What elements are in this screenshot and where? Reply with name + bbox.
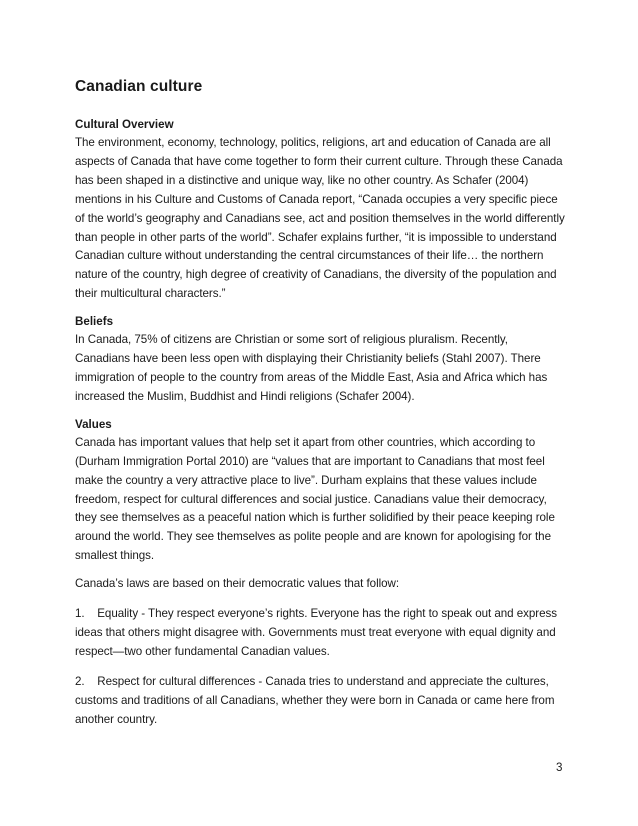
section-paragraph: The environment, economy, technology, politics, religions, art and education of Canada are all aspects of Canada that have come together to form their current culture. Through these Canada has been shaped in a distinctive and unique way, like no other country. As Schafer (2004) mentions in his Culture and Customs of Canada report, “Canada occupies a very specific piece of the world’s geography and Canadians see, act and position themselves in the world differently than people in other parts of the world”. Schafer explains further, “it is impossible to understand Canadian culture without understanding the central circumstances of their life… the northern nature of the country, high degree of creativity of Canadians, the diversity of the population and their multicultural characters.”	[75, 136, 565, 301]
list-item	[75, 605, 565, 662]
list-item-text: 2. Respect for cultural differences - Canada tries to understand and appreciate the cultures, customs and traditions of all Canadians, whether they were born in Canada or came here from another country.	[75, 674, 558, 726]
section-cultural-overview	[75, 116, 565, 304]
section-heading: Values	[75, 417, 112, 431]
section-heading: Cultural Overview	[75, 118, 174, 131]
section-paragraph: In Canada, 75% of citizens are Christian or some sort of religious pluralism. Recently, Canadians have been less open with displaying their Christianity beliefs (Stahl 2007). There immigration of people to the country from areas of the Middle East, Asia and Africa which has increased the Muslim, Buddhist and Hindi religions (Schafer 2004).	[75, 333, 548, 403]
laws-intro-text: Canada’s laws are based on their democratic values that follow:	[75, 577, 400, 591]
document-title: Canadian culture	[75, 78, 203, 95]
section-beliefs	[75, 313, 565, 407]
list-item-text: 1. Equality - They respect everyone’s rights. Everyone has the right to speak out and express ideas that others might disagree with. Governments must treat everyone with equal dignity and respect—two other fundamental Canadian values.	[75, 607, 561, 658]
list-item	[75, 673, 565, 730]
section-values	[75, 416, 565, 566]
page-content	[75, 77, 565, 740]
laws-intro	[75, 575, 565, 594]
page-number: 3	[556, 761, 563, 774]
section-heading: Beliefs	[75, 315, 114, 329]
section-paragraph: Canada has important values that help set it apart from other countries, which according to (Durham Immigration Portal 2010) are “values that are important to Canadians that most feel make the country a very attractive place to live”. Durham explains that these values include freedom, respect for cultural differences and social justice. Canadians value their democracy, they see themselves as a peaceful nation which is further solidified by their peace keeping role around the world. They see themselves as polite people and are known for apologising for the smallest things.	[75, 435, 555, 563]
